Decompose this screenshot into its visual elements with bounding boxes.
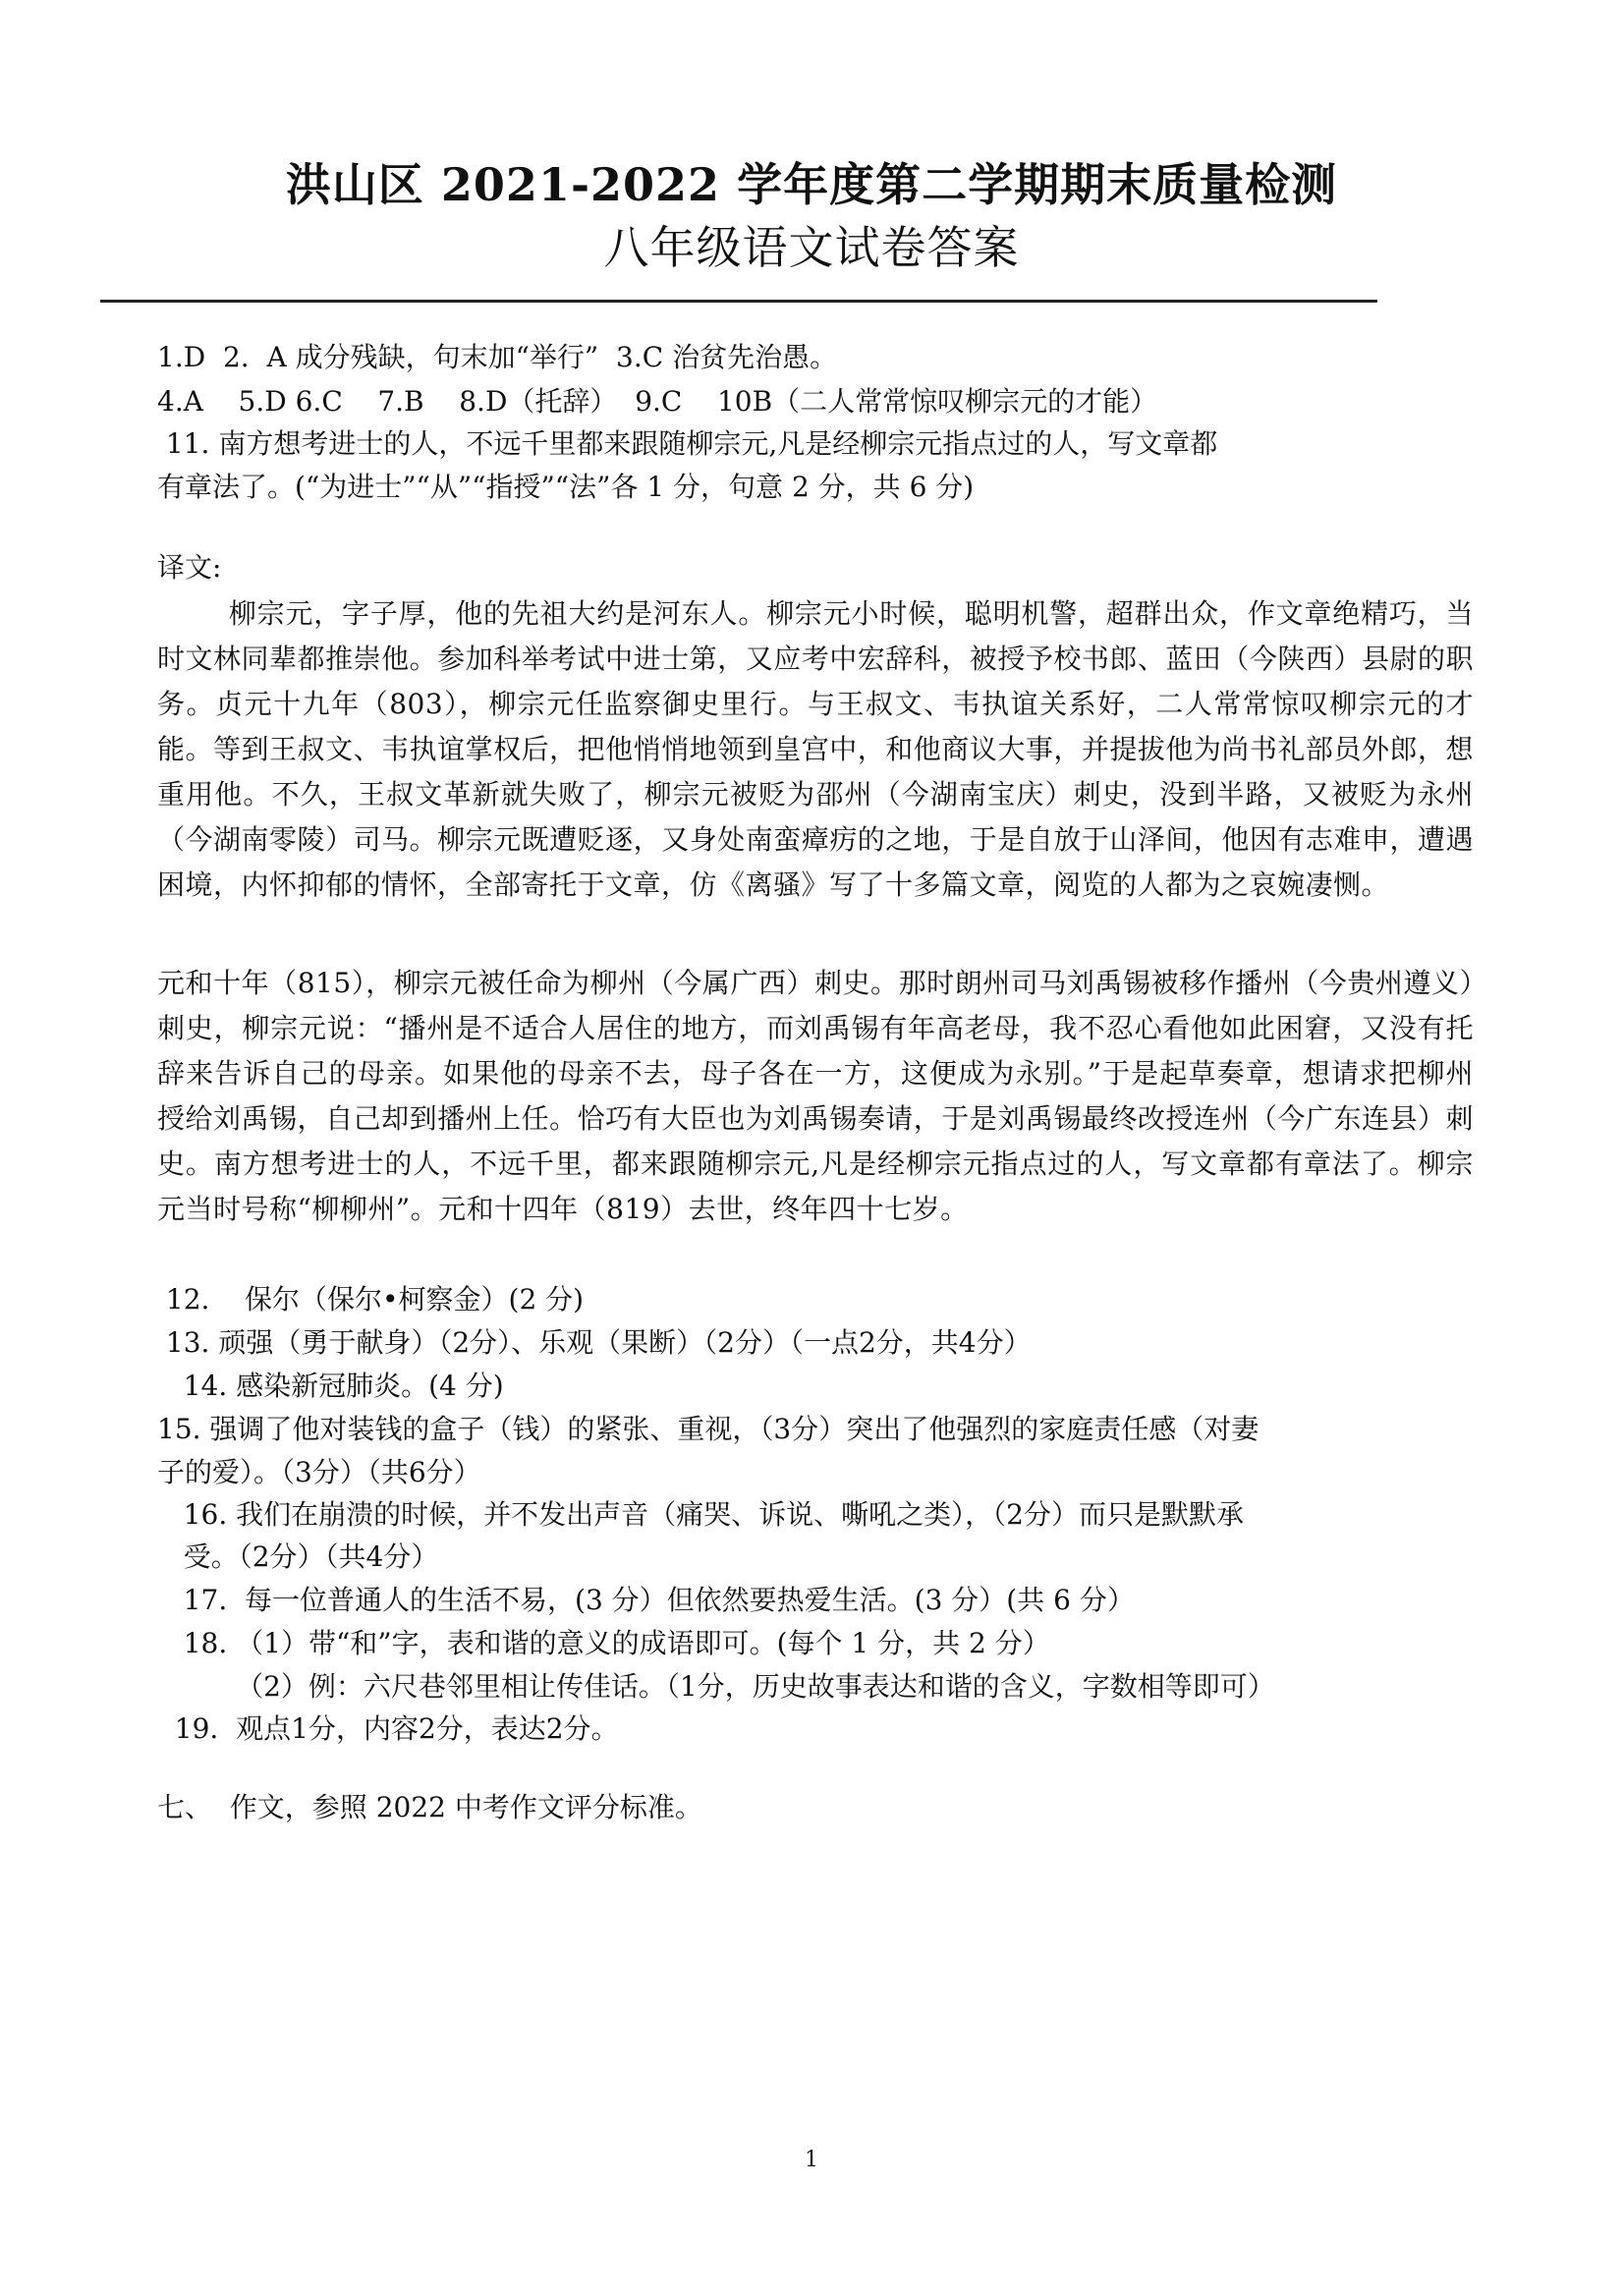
answer-q19: 19. 观点1分，内容2分，表达2分。	[157, 1712, 619, 1745]
answer-q4-10: 4.A 5.D 6.C 7.B 8.D（托辞） 9.C 10B（二人常常惊叹柳宗元的才能）	[157, 385, 1158, 418]
translation-paragraph-2: 元和十年（815），柳宗元被任命为柳州（今属广西）刺史。那时朗州司马刘禹锡被移作播州（今贵州遵义）刺史，柳宗元说：“播州是不适合人居住的地方，而刘禹锡有年高老母，我不忍心看他如此困窘，又没有托辞来告诉自己的母亲。如果他的母亲不去，母子各在一方，这便成为永别。”于是起草奏章，想请求把柳州授给刘禹锡，自己却到播州上任。恰巧有大臣也为刘禹锡奏请，于是刘禹锡最终改授连州（今广东连县）刺史。南方想考进士的人，不远千里，都来跟随柳宗元,凡是经柳宗元指点过的人，写文章都有章法了。柳宗元当时号称“柳柳州”。元和十四年（819）去世，终年四十七岁。	[157, 967, 1474, 1225]
document-title: 洪山区 2021-2022 学年度第二学期期末质量检测	[285, 158, 1338, 211]
answer-q1-3: 1.D 2. A 成分残缺，句末加“举行” 3.C 治贫先治愚。	[157, 341, 838, 373]
answer-q12: 12. 保尔（保尔•柯察金）(2 分)	[157, 1283, 585, 1316]
translation-paragraph-1: 柳宗元，字子厚，他的先祖大约是河东人。柳宗元小时候，聪明机警，超群出众，作文章绝精巧，当时文林同辈都推崇他。参加科举考试中进士第，又应考中宏辞科，被授予校书郎、蓝田（今陕西）县尉的职务。贞元十九年（803），柳宗元任监察御史里行。与王叔文、韦执谊关系好，二人常常惊叹柳宗元的才能。等到王叔文、韦执谊掌权后，把他悄悄地领到皇宫中，和他商议大事，并提拔他为尚书礼部员外郎，想重用他。不久，王叔文革新就失败了，柳宗元被贬为邵州（今湖南宝庆）刺史，没到半路，又被贬为永州（今湖南零陵）司马。柳宗元既遭贬逐，又身处南蛮瘴疠的之地，于是自放于山泽间，他因有志难申，遭遇困境，内怀抑郁的情怀，全部寄托于文章，仿《离骚》写了十多篇文章，阅览的人都为之哀婉凄恻。	[157, 597, 1474, 901]
answer-q18-part2: （2）例：六尺巷邻里相让传佳话。（1分，历史故事表达和谐的含义，字数相等即可）	[157, 1670, 1275, 1703]
answer-q16-line2: 受。（2分）（共4分）	[157, 1540, 439, 1573]
answer-q11-line1: 11. 南方想考进士的人，不远千里都来跟随柳宗元,凡是经柳宗元指点过的人，写文章都	[157, 427, 1218, 460]
translation-heading: 译文:	[157, 551, 222, 584]
answer-q13: 13. 顽强（勇于献身）（2分）、乐观（果断）（2分）（一点2分，共4分）	[157, 1326, 1032, 1359]
document-subtitle: 八年级语文试卷答案	[603, 221, 1020, 274]
page-number: 1	[805, 2148, 818, 2172]
answer-q17: 17. 每一位普通人的生活不易，(3 分）但依然要热爱生活。(3 分）(共 6 分）	[157, 1584, 1135, 1616]
answer-q7-essay: 七、 作文，参照 2022 中考作文评分标准。	[157, 1791, 702, 1823]
answer-q15-line1: 15. 强调了他对装钱的盒子（钱）的紧张、重视，（3分）突出了他强烈的家庭责任感（对妻	[157, 1413, 1259, 1445]
answer-q14: 14. 感染新冠肺炎。(4 分)	[157, 1370, 504, 1402]
answer-q11-line2: 有章法了。(“为进士”“从”“指授”“法”各 1 分，句意 2 分，共 6 分)	[157, 471, 975, 503]
answer-q18-part1: 18. （1）带“和”字，表和谐的意义的成语即可。(每个 1 分，共 2 分）	[157, 1627, 1050, 1659]
header-divider	[100, 300, 1377, 303]
answer-q15-line2: 子的爱）。（3分）（共6分）	[157, 1456, 481, 1488]
answer-q16-line1: 16. 我们在崩溃的时候，并不发出声音（痛哭、诉说、嘶吼之类），（2分）而只是默默承	[157, 1498, 1244, 1531]
